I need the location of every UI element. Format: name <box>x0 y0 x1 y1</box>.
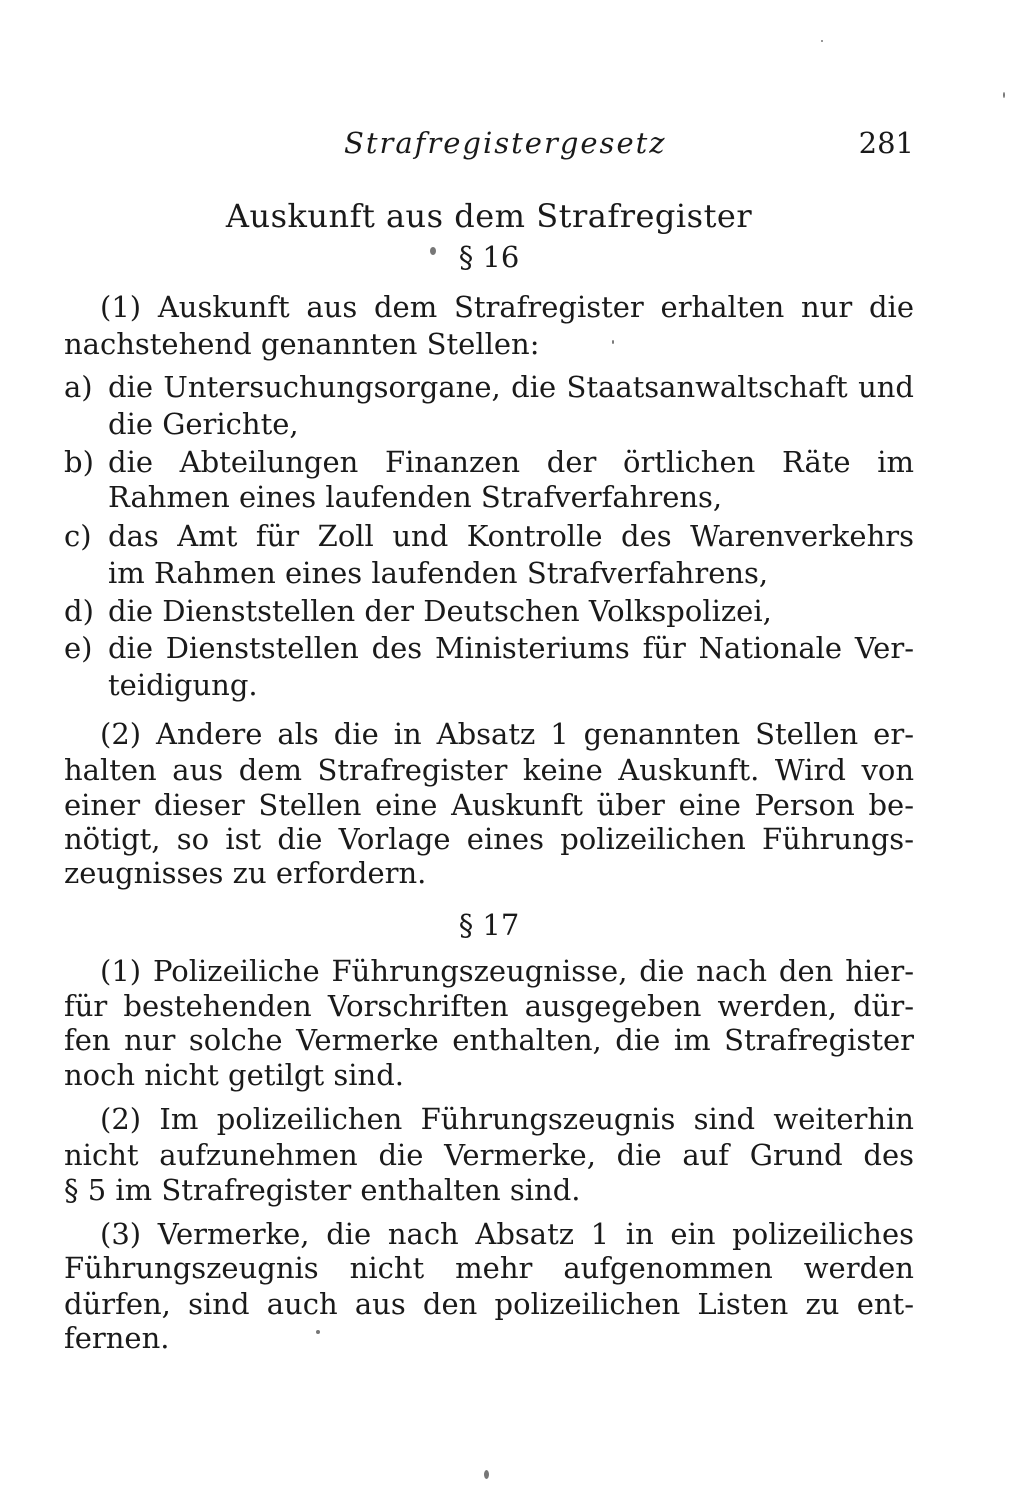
list-item-line: die Dienststellen des Ministeriums für Nationale Ver- <box>108 631 914 665</box>
list-item-line: Rahmen eines laufenden Strafverfahrens, <box>108 480 723 514</box>
running-title: Strafregistergesetz <box>344 126 667 160</box>
list-label: a) <box>64 370 93 404</box>
scan-speck <box>612 340 614 344</box>
text-line: dürfen, sind auch aus den polizeilichen Listen zu ent- <box>64 1287 914 1321</box>
list-label: b) <box>64 445 94 479</box>
text-line: (1) Auskunft aus dem Strafregister erhalten nur die <box>100 290 914 324</box>
page-number: 281 <box>858 126 914 160</box>
text-line: fernen. <box>64 1321 170 1355</box>
text-line: nicht aufzunehmen die Vermerke, die auf Grund des <box>64 1138 914 1172</box>
scan-speck <box>316 1330 320 1334</box>
text-line: Führungszeugnis nicht mehr aufgenommen werden <box>64 1251 914 1285</box>
list-item-line: das Amt für Zoll und Kontrolle des Warenverkehrs <box>108 519 914 553</box>
text-line: zeugnisses zu erfordern. <box>64 856 427 890</box>
list-label: d) <box>64 594 94 628</box>
list-item-line: die Gerichte, <box>108 407 299 441</box>
text-line: nötigt, so ist die Vorlage eines polizeilichen Führungs- <box>64 822 914 856</box>
text-line: einer dieser Stellen eine Auskunft über eine Person be- <box>64 788 914 822</box>
scan-speck <box>430 247 436 255</box>
text-line: § 5 im Strafregister enthalten sind. <box>64 1173 581 1207</box>
running-head <box>64 126 914 166</box>
list-item-line: im Rahmen eines laufenden Strafverfahrens, <box>108 556 769 590</box>
text-line: fen nur solche Vermerke enthalten, die im Strafregister <box>64 1023 914 1057</box>
list-item-line: die Untersuchungsorgane, die Staatsanwaltschaft und <box>108 370 914 404</box>
section-sign-17: § 17 <box>458 908 520 942</box>
text-line: (2) Im polizeilichen Führungszeugnis sind weiterhin <box>100 1102 914 1136</box>
section-heading: Auskunft aus dem Strafregister <box>225 197 753 235</box>
list-label: c) <box>64 519 92 553</box>
section-sign-16: § 16 <box>458 240 520 274</box>
scan-speck <box>1003 92 1005 98</box>
list-item-line: die Dienststellen der Deutschen Volkspolizei, <box>108 594 772 628</box>
text-line: halten aus dem Strafregister keine Auskunft. Wird von <box>64 753 914 787</box>
list-item-line: die Abteilungen Finanzen der örtlichen Räte im <box>108 445 914 479</box>
text-line: (3) Vermerke, die nach Absatz 1 in ein polizeiliches <box>100 1217 914 1251</box>
text-line: nachstehend genannten Stellen: <box>64 327 540 361</box>
text-line: (2) Andere als die in Absatz 1 genannten Stellen er- <box>100 717 914 751</box>
list-label: e) <box>64 631 93 665</box>
scan-speck <box>484 1470 489 1479</box>
scan-speck <box>821 40 823 42</box>
list-item-line: teidigung. <box>108 668 258 702</box>
text-line: noch nicht getilgt sind. <box>64 1058 404 1092</box>
text-line: für bestehenden Vorschriften ausgegeben werden, dür- <box>64 989 914 1023</box>
text-line: (1) Polizeiliche Führungszeugnisse, die nach den hier- <box>100 954 914 988</box>
